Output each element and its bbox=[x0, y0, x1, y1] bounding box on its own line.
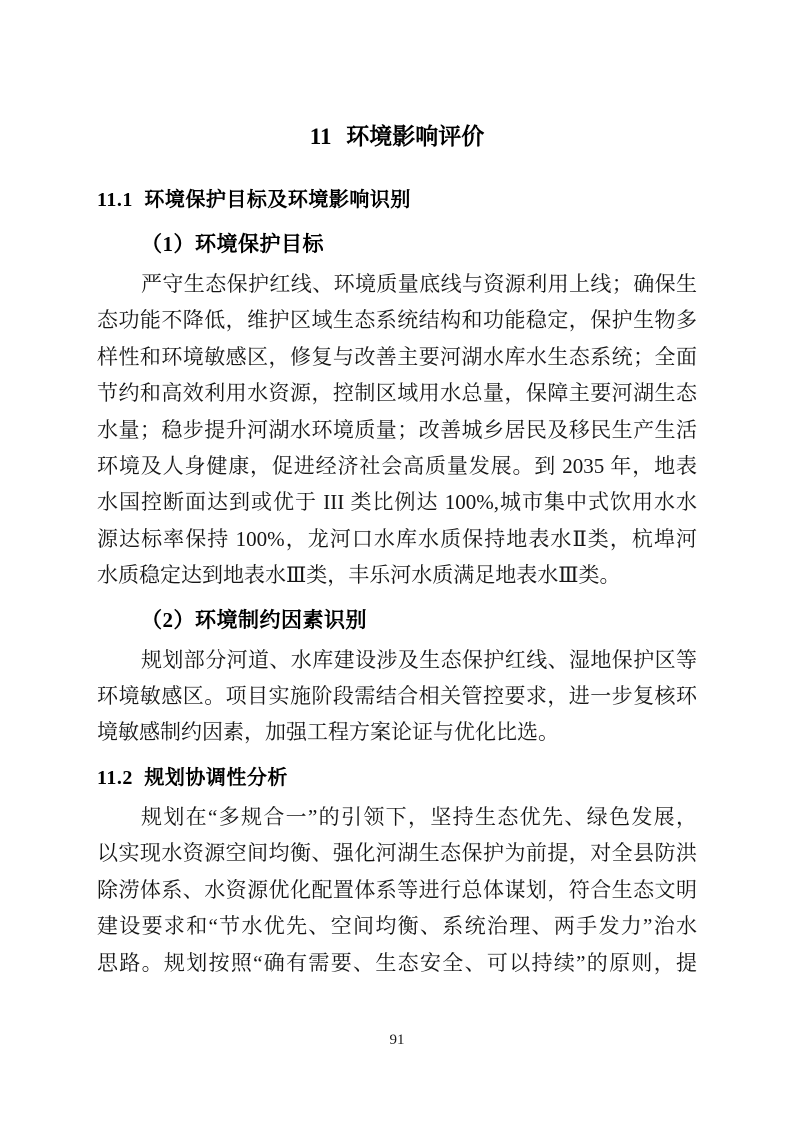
section-heading-11-2: 11.2 规划协调性分析 bbox=[97, 766, 288, 789]
subheading-env-protection-goals: （1）环境保护目标 bbox=[141, 232, 324, 256]
paragraph-line: 建设要求和“节水优先、空间均衡、系统治理、两手发力”治水 bbox=[97, 914, 697, 939]
paragraph-env-goals bbox=[97, 266, 697, 594]
paragraph-line: 水量；稳步提升河湖水环境质量；改善城乡居民及移民生产生活 bbox=[97, 417, 697, 442]
paragraph-line: 态功能不降低，维护区域生态系统结构和功能稳定，保护生物多 bbox=[97, 308, 697, 333]
paragraph-line: 以实现水资源空间均衡、强化河湖生态保护为前提，对全县防洪 bbox=[97, 841, 697, 866]
paragraph-line: 水质稳定达到地表水Ⅲ类，丰乐河水质满足地表水Ⅲ类。 bbox=[97, 563, 621, 588]
paragraph-line: 思路。规划按照“确有需要、生态安全、可以持续”的原则，提 bbox=[97, 950, 697, 975]
paragraph-env-constraints bbox=[97, 642, 697, 751]
page-content bbox=[0, 121, 794, 981]
paragraph-line: 样性和环境敏感区，修复与改善主要河湖水库水生态系统；全面 bbox=[97, 344, 697, 369]
paragraph-line: 除涝体系、水资源优化配置体系等进行总体谋划，符合生态文明 bbox=[97, 877, 697, 902]
paragraph-line: 境敏感制约因素，加强工程方案论证与优化比选。 bbox=[97, 720, 559, 745]
subheading-env-constraint-factors: （2）环境制约因素识别 bbox=[141, 607, 367, 632]
paragraph-line: 规划在“多规合一”的引领下，坚持生态优先、绿色发展， bbox=[141, 804, 697, 829]
paragraph-line: 环境敏感区。项目实施阶段需结合相关管控要求，进一步复核环 bbox=[97, 684, 697, 709]
page-number: 91 bbox=[389, 1032, 405, 1048]
chapter-title: 11 环境影响评价 bbox=[309, 124, 485, 149]
paragraph-line: 严守生态保护红线、环境质量底线与资源利用上线；确保生 bbox=[141, 272, 697, 296]
paragraph-line: 环境及人身健康，促进经济社会高质量发展。到 2035 年，地表 bbox=[97, 454, 697, 479]
section-heading-11-1: 11.1 环境保护目标及环境影响识别 bbox=[97, 189, 411, 211]
paragraph-line: 源达标率保持 100%，龙河口水库水质保持地表水Ⅱ类，杭埠河 bbox=[97, 526, 697, 551]
paragraph-line: 水国控断面达到或优于 III 类比例达 100%,城市集中式饮用水水 bbox=[97, 490, 697, 515]
paragraph-plan-coordination bbox=[97, 799, 697, 981]
paragraph-line: 规划部分河道、水库建设涉及生态保护红线、湿地保护区等 bbox=[141, 647, 697, 672]
paragraph-line: 节约和高效利用水资源，控制区域用水总量，保障主要河湖生态 bbox=[97, 381, 697, 406]
